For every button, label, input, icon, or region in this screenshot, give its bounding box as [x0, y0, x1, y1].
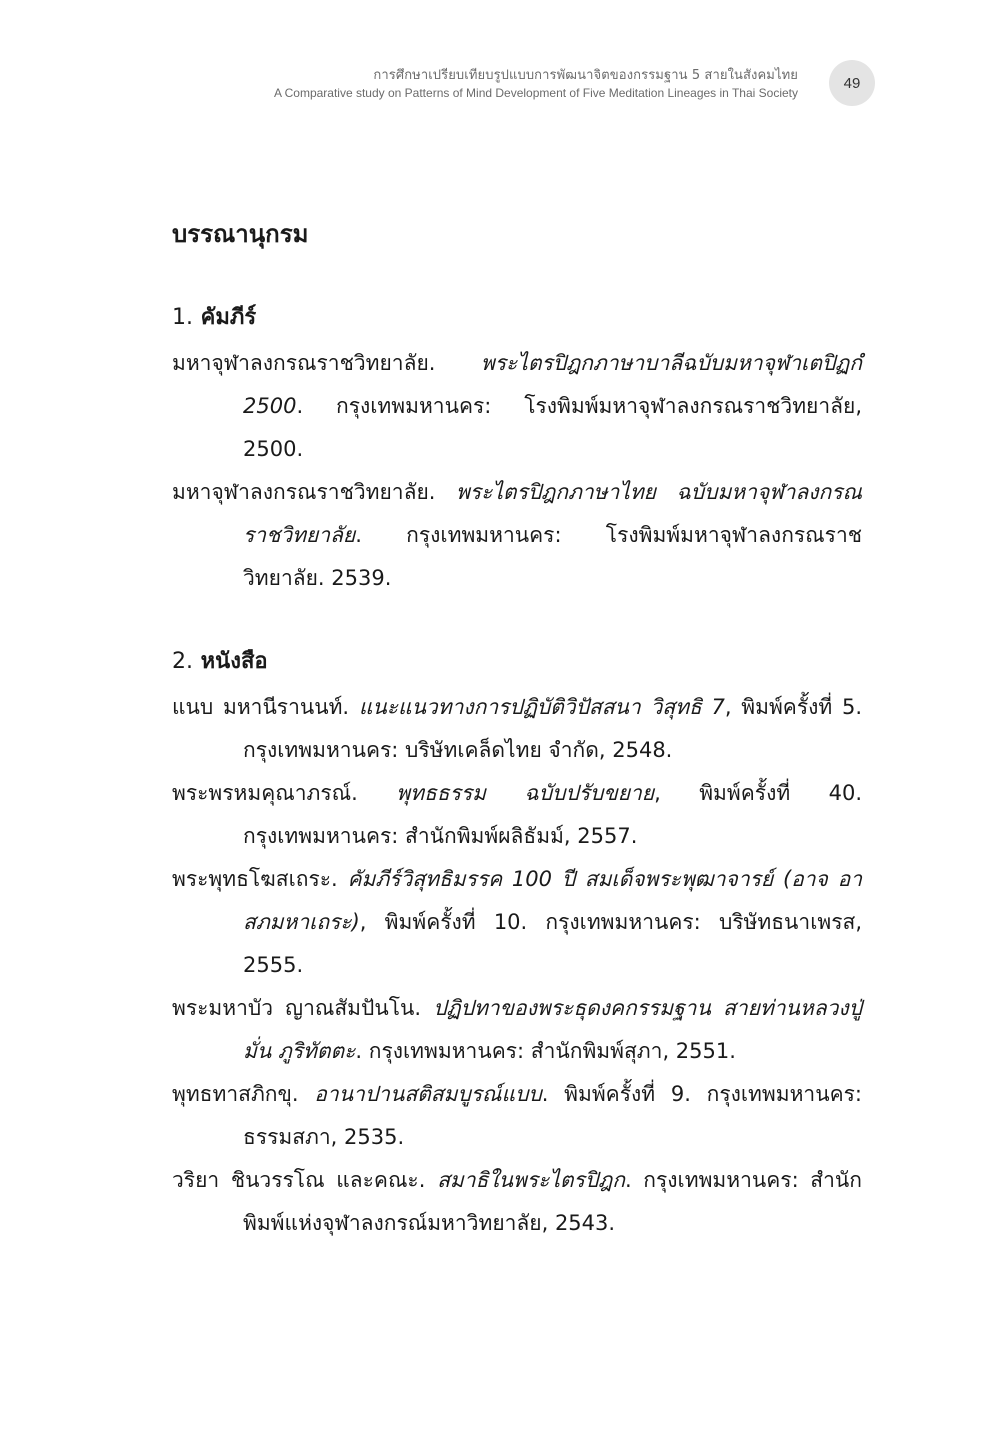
section-number: 2. [172, 649, 193, 674]
reference-entry [172, 1159, 862, 1245]
reference-entry [172, 471, 862, 600]
running-header-thai: การศึกษาเปรียบเทียบรูปแบบการพัฒนาจิตของกรรมฐาน 5 สายในสังคมไทย [373, 68, 798, 83]
section-number: 1. [172, 305, 193, 330]
reference-author: มหาจุฬาลงกรณราชวิทยาลัย. [172, 351, 436, 375]
running-header [274, 66, 798, 101]
section-title: หนังสือ [200, 649, 268, 674]
reference-author: พระมหาบัว ญาณสัมปันโน. [172, 996, 422, 1020]
reference-details: , พิมพ์ครั้งที่ 40. กรุงเทพมหานคร: สำนักพิมพ์ผลิธัมม์, 2557. [243, 781, 862, 848]
reference-work-title: พระไตรปิฎกภาษาไทย ฉบับมหาจุฬาลงกรณราชวิทยาลัย [243, 480, 862, 547]
section-scriptures [172, 296, 862, 600]
reference-work-title: พุทธธรรม ฉบับปรับขยาย [396, 781, 655, 805]
reference-details: , พิมพ์ครั้งที่ 5. กรุงเทพมหานคร: บริษัทเคล็ดไทย จำกัด, 2548. [243, 695, 863, 762]
reference-entry [172, 686, 862, 772]
reference-entry [172, 987, 862, 1073]
reference-author: พระพรหมคุณาภรณ์. [172, 781, 358, 805]
reference-work-title: ปฏิปทาของพระธุดงคกรรมฐาน สายท่านหลวงปู่มั่น ภูริทัตตะ [243, 996, 862, 1063]
reference-author: พระพุทธโฆสเถระ. [172, 867, 338, 891]
bibliography-title: บรรณานุกรม [172, 220, 309, 248]
page-number-badge: 49 [829, 60, 875, 106]
reference-entry [172, 1073, 862, 1159]
reference-work-title: คัมภีร์วิสุทธิมรรค 100 ปี สมเด็จพระพุฒาจารย์ (อาจ อาสภมหาเถระ) [243, 867, 862, 934]
reference-author: มหาจุฬาลงกรณราชวิทยาลัย. [172, 480, 436, 504]
reference-details: . กรุงเทพมหานคร: สำนักพิมพ์สุภา, 2551. [355, 1039, 736, 1063]
section-heading [172, 640, 862, 684]
bibliography [172, 212, 862, 1245]
reference-entry [172, 858, 862, 987]
reference-author: วริยา ชินวรรโณ และคณะ. [172, 1168, 426, 1192]
reference-work-title: อานาปานสติสมบูรณ์แบบ [314, 1082, 542, 1106]
section-books [172, 640, 862, 1245]
running-header-english: A Comparative study on Patterns of Mind Development of Five Meditation Lineages in Thai Society [273, 86, 798, 100]
reference-details: . กรุงเทพมหานคร: โรงพิมพ์มหาจุฬาลงกรณราชวิทยาลัย. 2539. [243, 523, 862, 590]
section-heading [172, 296, 862, 340]
section-title: คัมภีร์ [200, 305, 257, 330]
reference-details: . พิมพ์ครั้งที่ 9. กรุงเทพมหานคร: ธรรมสภา, 2535. [243, 1082, 862, 1149]
reference-work-title: แนะแนวทางการปฏิบัติวิปัสสนา วิสุทธิ 7 [358, 695, 725, 719]
reference-details: . กรุงเทพมหานคร: โรงพิมพ์มหาจุฬาลงกรณราชวิทยาลัย, 2500. [243, 394, 862, 461]
reference-entry [172, 342, 862, 471]
reference-work-title: พระไตรปิฎกภาษาบาลีฉบับมหาจุฬาเตปิฏกํ 2500 [243, 351, 862, 418]
reference-details: . กรุงเทพมหานคร: สำนักพิมพ์แห่งจุฬาลงกรณ์มหาวิทยาลัย, 2543. [243, 1168, 862, 1235]
reference-author: พุทธทาสภิกขุ. [172, 1082, 299, 1106]
reference-work-title: สมาธิในพระไตรปิฎก [437, 1168, 625, 1192]
reference-author: แนบ มหานีรานนท์. [172, 695, 350, 719]
reference-details: , พิมพ์ครั้งที่ 10. กรุงเทพมหานคร: บริษัทธนาเพรส, 2555. [243, 910, 862, 977]
reference-entry [172, 772, 862, 858]
